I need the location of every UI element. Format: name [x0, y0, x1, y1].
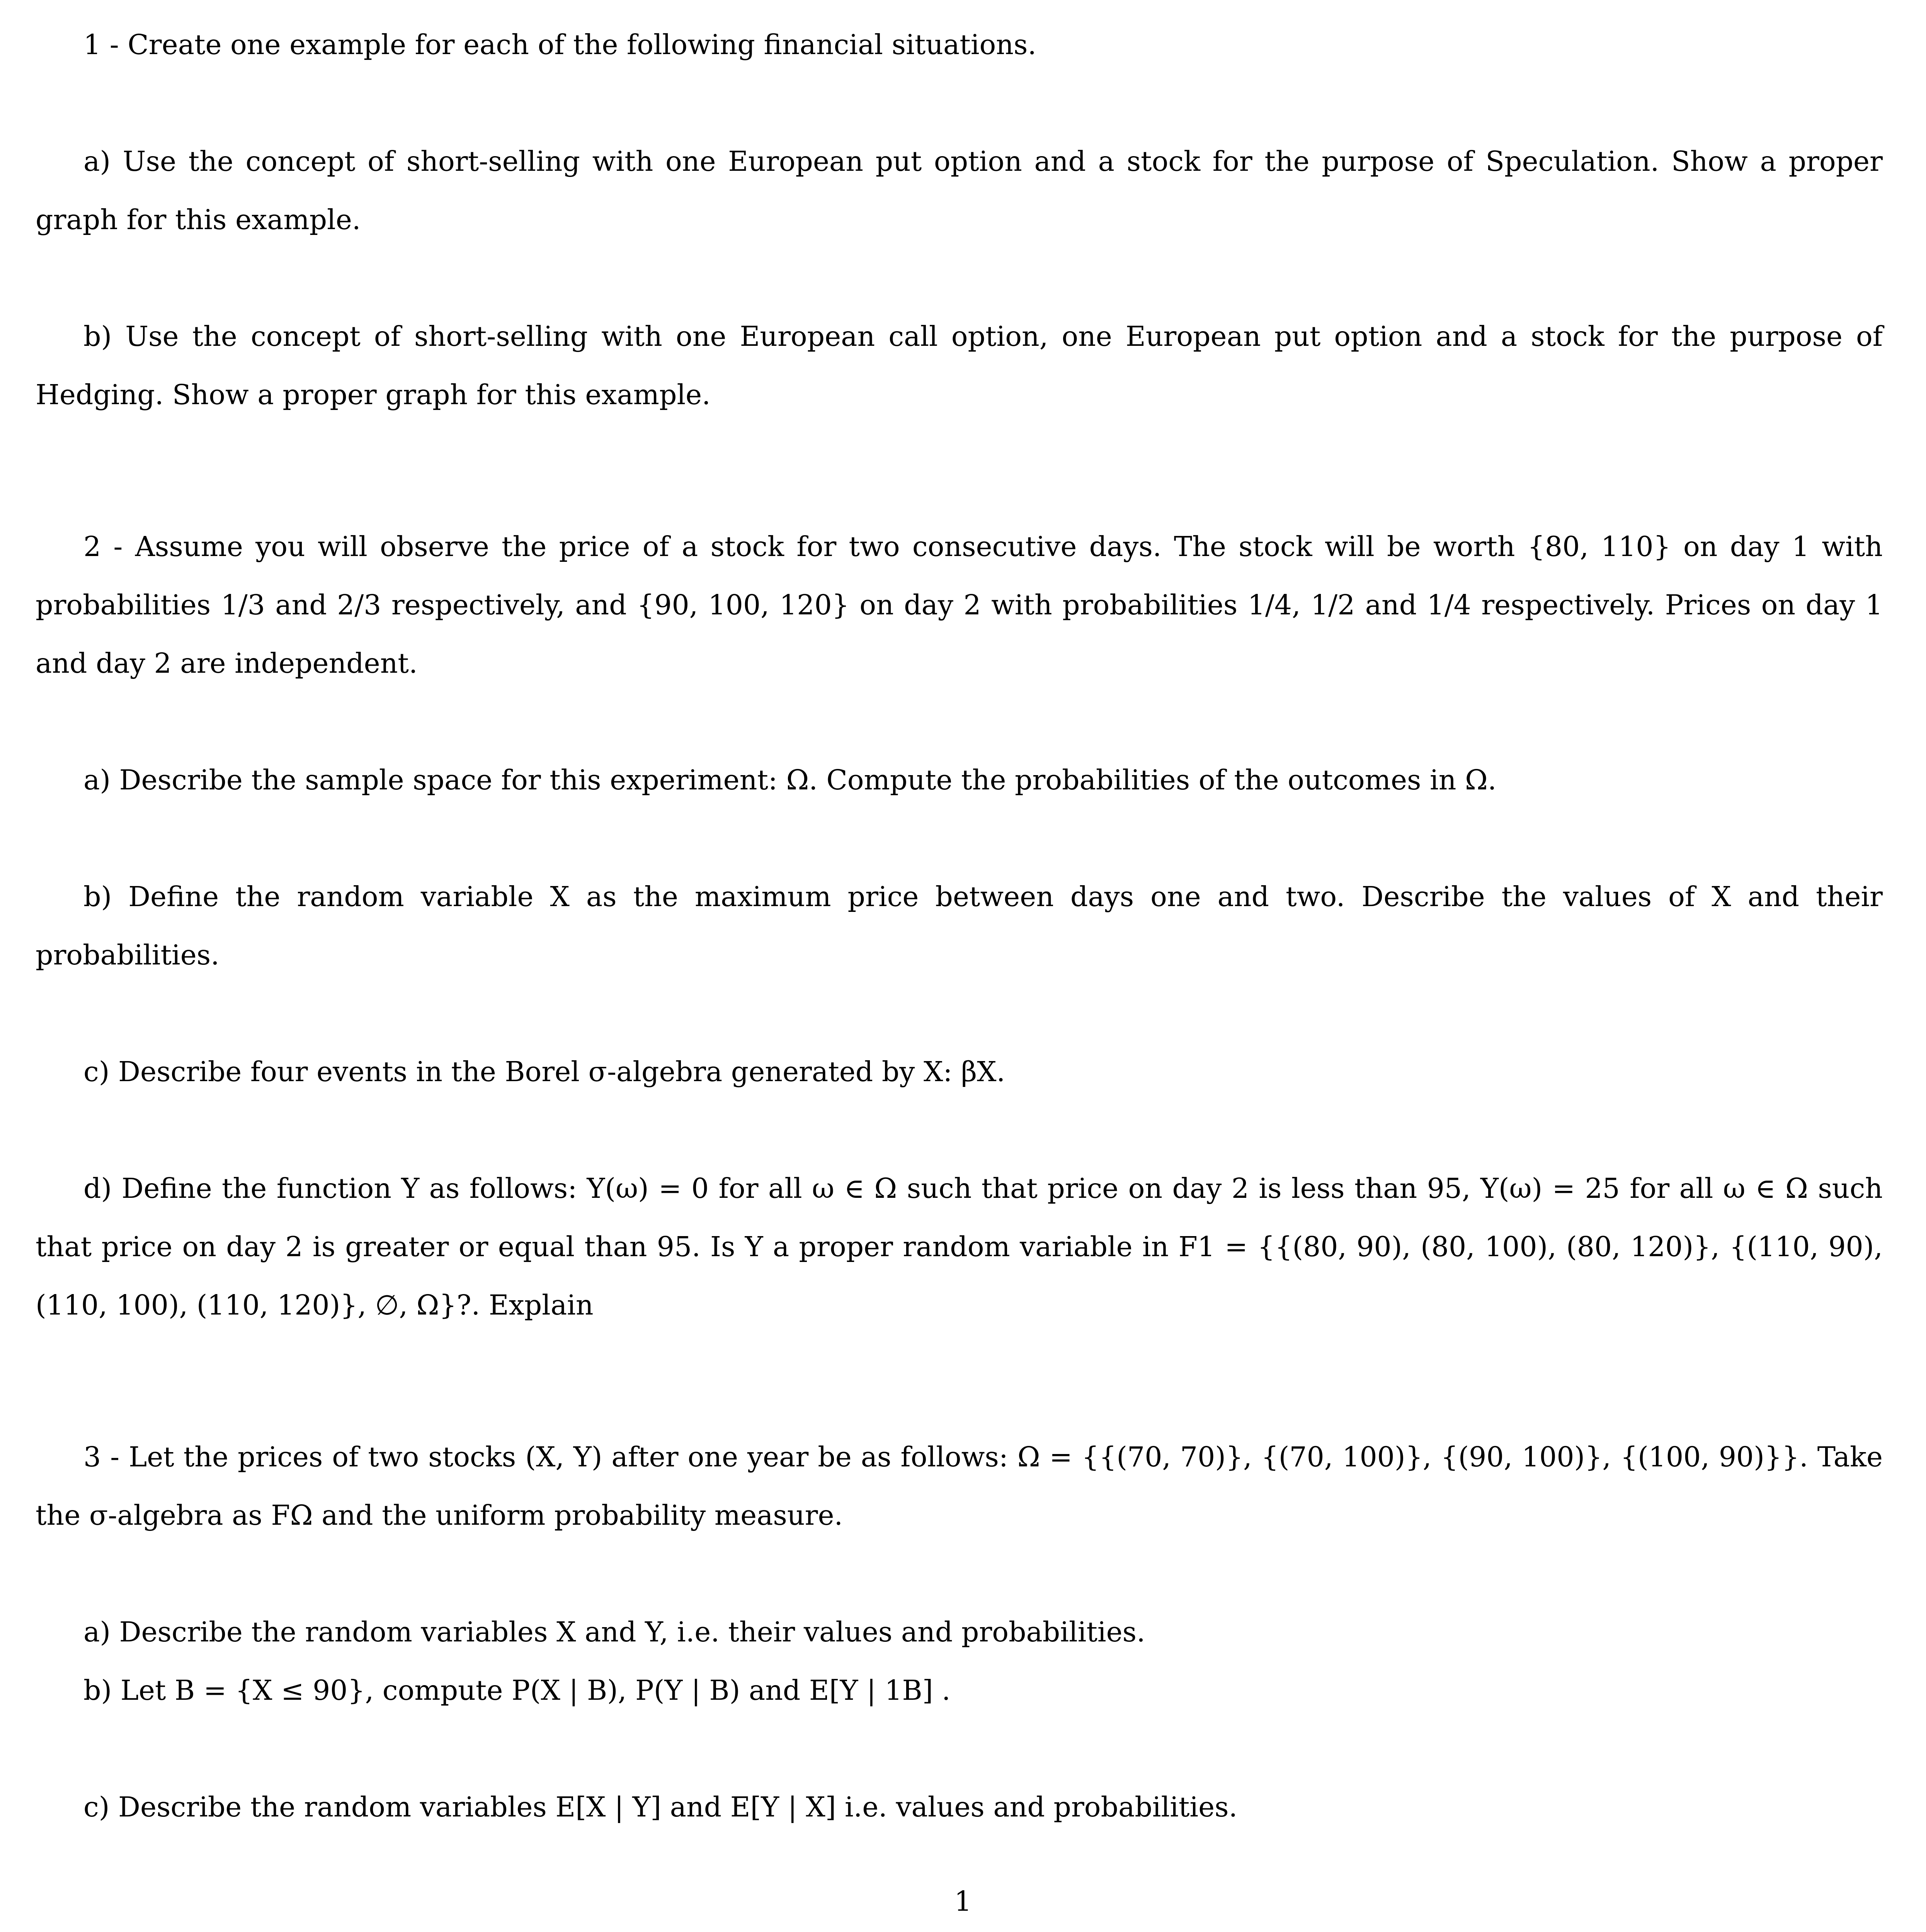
q1-part-b: b) Use the concept of short-selling with one European call option, one European put option and a stock for the purpose of Hedging. Show a proper graph for this example. — [36, 320, 1883, 411]
q1-part-a: a) Use the concept of short-selling with one European put option and a stock for the purpose of Speculation. Show a proper graph for this example. — [36, 145, 1883, 236]
q3-intro: 3 - Let the prices of two stocks (X, Y) after one year be as follows: Ω = {{(70, 70)}, {(70, 100)}, {(90, 100)}, {(100, 90)}}. Take the σ-algebra as FΩ and the uniform probability measure. — [36, 1441, 1883, 1531]
page-number: 1 — [954, 1885, 972, 1917]
q3-part-c: c) Describe the random variables E[X | Y] and E[Y | X] i.e. values and probabilities. — [83, 1791, 1238, 1823]
q1-intro: 1 - Create one example for each of the following financial situations. — [83, 29, 1037, 61]
q2-part-d: d) Define the function Y as follows: Y(ω) = 0 for all ω ∈ Ω such that price on day 2 is less than 95, Y(ω) = 25 for all ω ∈ Ω such that price on day 2 is greater or equal than 95. Is Y a proper random variable in F1 = {{(80, 90), (80, 100), (80, 120)}, {(110, 90), (110, 100), (110, 120)}, ∅, Ω}?. Explain — [36, 1172, 1883, 1321]
q2-part-c: c) Describe four events in the Borel σ-algebra generated by X: βX. — [83, 1056, 1006, 1088]
q3-part-a: a) Describe the random variables X and Y, i.e. their values and probabilities. — [83, 1616, 1145, 1648]
q3-part-b: b) Let B = {X ≤ 90}, compute P(X | B), P(Y | B) and E[Y | 1B] . — [83, 1674, 951, 1706]
q2-intro: 2 - Assume you will observe the price of a stock for two consecutive days. The stock will be worth {80, 110} on day 1 with probabilities 1/3 and 2/3 respectively, and {90, 100, 120} on day 2 with probabilities 1/4, 1/2 and 1/4 respectively. Prices on day 1 and day 2 are independent. — [36, 531, 1883, 679]
document-body — [36, 15, 1883, 1836]
q2-part-a: a) Describe the sample space for this experiment: Ω. Compute the probabilities of the outcomes in Ω. — [83, 764, 1497, 796]
q2-part-b: b) Define the random variable X as the maximum price between days one and two. Describe the values of X and their probabilities. — [36, 881, 1883, 971]
